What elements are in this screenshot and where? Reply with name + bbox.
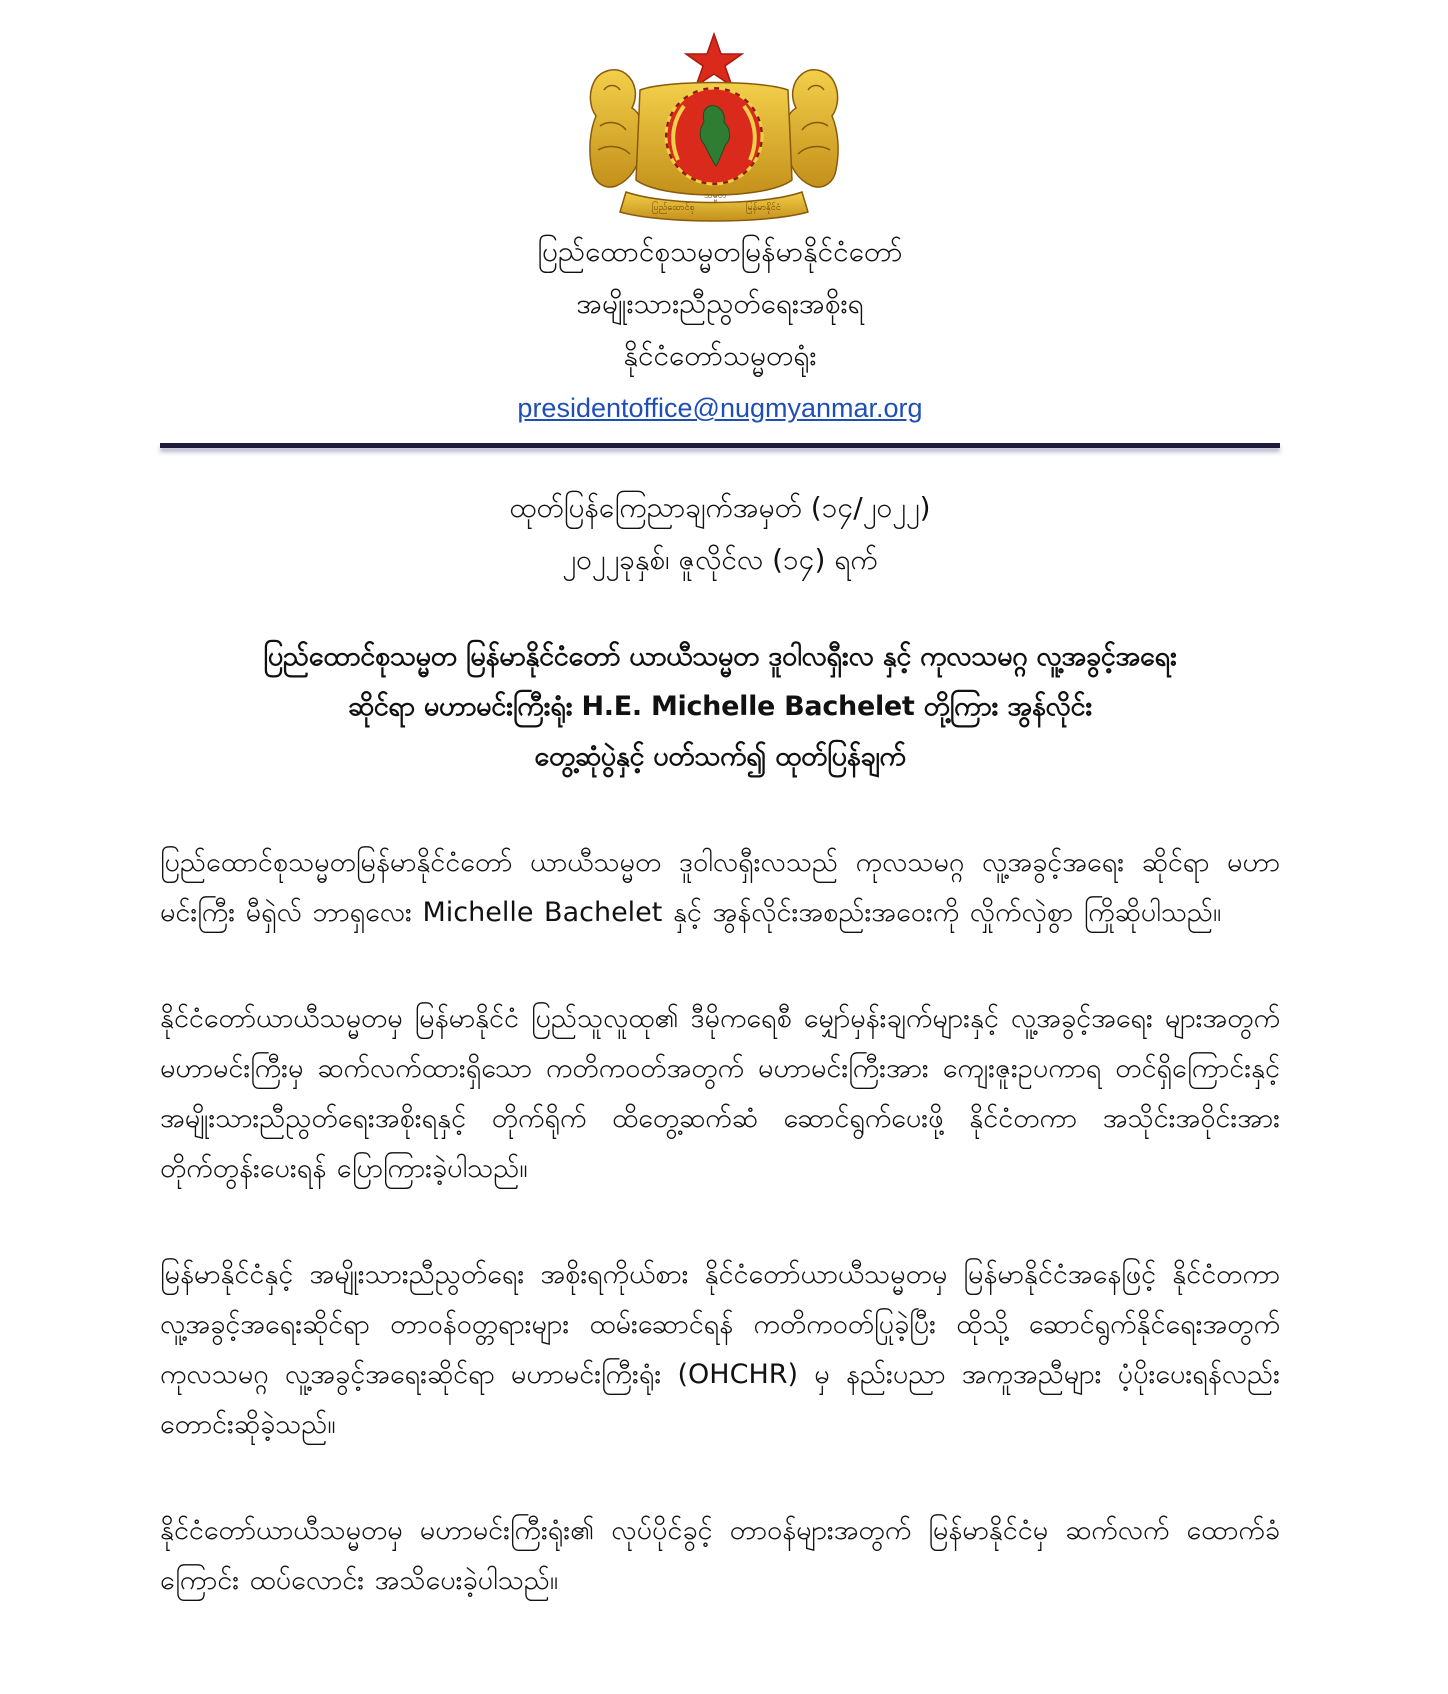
email-link[interactable]: presidentoffice@nugmyanmar.org [517, 393, 923, 423]
statement-title [160, 632, 1280, 782]
body-paragraph: နိုင်ငံတော်ယာယီသမ္မတမှ မြန်မာနိုင်ငံ ပြည်သူလူထု၏ ဒီမိုကရေစီ မျှော်မှန်းချက်များနှင့် လူ့အခွင့်အရေး များအတွက် မဟာမင်းကြီးမှ ဆက်လက်ထားရှိသော ကတိကဝတ်အတွက် မဟာမင်းကြီးအား ကျေးဇူးဥပကာရ တင်ရှိကြောင်းနှင့် အမျိုးသားညီညွတ်ရေးအစိုးရနှင့် တိုက်ရိုက် ထိတွေ့ဆက်ဆံ ဆောင်ရွက်ပေးဖို့ နိုင်ငံတကာ အသိုင်းအဝိုင်းအား တိုက်တွန်းပေးရန် ပြောကြားခဲ့ပါသည်။ [160, 1003, 1280, 1184]
emblem-caption-right: မြန်မာနိုင်ငံ [746, 203, 781, 213]
letterhead [160, 226, 1280, 434]
statement-date: ၂၀၂၂ခုနှစ်၊ ဇူလိုင်လ (၁၄) ရက် [562, 543, 878, 576]
statement-number: ထုတ်ပြန်ကြေညာချက်အမှတ် (၁၄/၂၀၂၂) [509, 491, 931, 524]
title-line-3: တွေ့ဆုံပွဲနှင့် ပတ်သက်၍ ထုတ်ပြန်ချက် [534, 741, 906, 772]
header-government-name: အမျိုးသားညီညွတ်ရေးအစိုးရ [576, 287, 864, 320]
body-paragraph: နိုင်ငံတော်ယာယီသမ္မတမှ မဟာမင်းကြီးရုံး၏ လုပ်ပိုင်ခွင့် တာဝန်များအတွက် မြန်မာနိုင်ငံမှ ဆက်လက် ထောက်ခံကြောင်း ထပ်လောင်း အသိပေးခဲ့ပါသည်။ [160, 1515, 1280, 1596]
body-paragraph: ပြည်ထောင်စုသမ္မတမြန်မာနိုင်ငံတော် ယာယီသမ္မတ ဒူဝါလရှီးလသည် ကုလသမဂ္ဂ လူ့အခွင့်အရေး ဆိုင်ရာ မဟာမင်းကြီး မီရှဲလ် ဘာရှလေး Michelle Bachelet နှင့် အွန်လိုင်းအစည်းအဝေးကို လှိုက်လှဲစွာ ကြိုဆိုပါသည်။ [160, 847, 1280, 928]
emblem-caption-center: သမ္မတ [704, 191, 727, 201]
header-office-name: နိုင်ငံတော်သမ္မတရုံး [623, 339, 817, 372]
header-country-name: ပြည်ထောင်စုသမ္မတမြန်မာနိုင်ငံတော် [537, 235, 903, 268]
statement-body [160, 838, 1280, 1662]
reference-block [160, 482, 1280, 586]
emblem-caption-left: ပြည်ထောင်စု [652, 203, 695, 213]
title-line-1: ပြည်ထောင်စုသမ္မတ မြန်မာနိုင်ငံတော် ယာယီသမ္မတ ဒူဝါလရှီးလ နှင့် ကုလသမဂ္ဂ လူ့အခွင့်အရေး [263, 641, 1177, 672]
body-paragraph: မြန်မာနိုင်ငံနှင့် အမျိုးသားညီညွတ်ရေး အစိုးရကိုယ်စား နိုင်ငံတော်ယာယီသမ္မတမှ မြန်မာနိုင်ငံအနေဖြင့် နိုင်ငံတကာ လူ့အခွင့်အရေးဆိုင်ရာ တာဝန်ဝတ္တရားများ ထမ်းဆောင်ရန် ကတိကဝတ်ပြုခဲ့ပြီး ထိုသို့ ဆောင်ရွက်နိုင်ရေးအတွက် ကုလသမဂ္ဂ လူ့အခွင့်အရေးဆိုင်ရာ မဟာမင်းကြီးရုံး (OHCHR) မှ နည်းပညာ အကူအညီများ ပံ့ပိုးပေးရန်လည်း တောင်းဆိုခဲ့သည်။ [160, 1259, 1280, 1440]
header-divider [160, 443, 1280, 448]
state-emblem-icon [586, 30, 842, 222]
title-line-2: ဆိုင်ရာ မဟာမင်းကြီးရုံး H.E. Michelle Bachelet တို့ကြား အွန်လိုင်း [347, 691, 1093, 722]
